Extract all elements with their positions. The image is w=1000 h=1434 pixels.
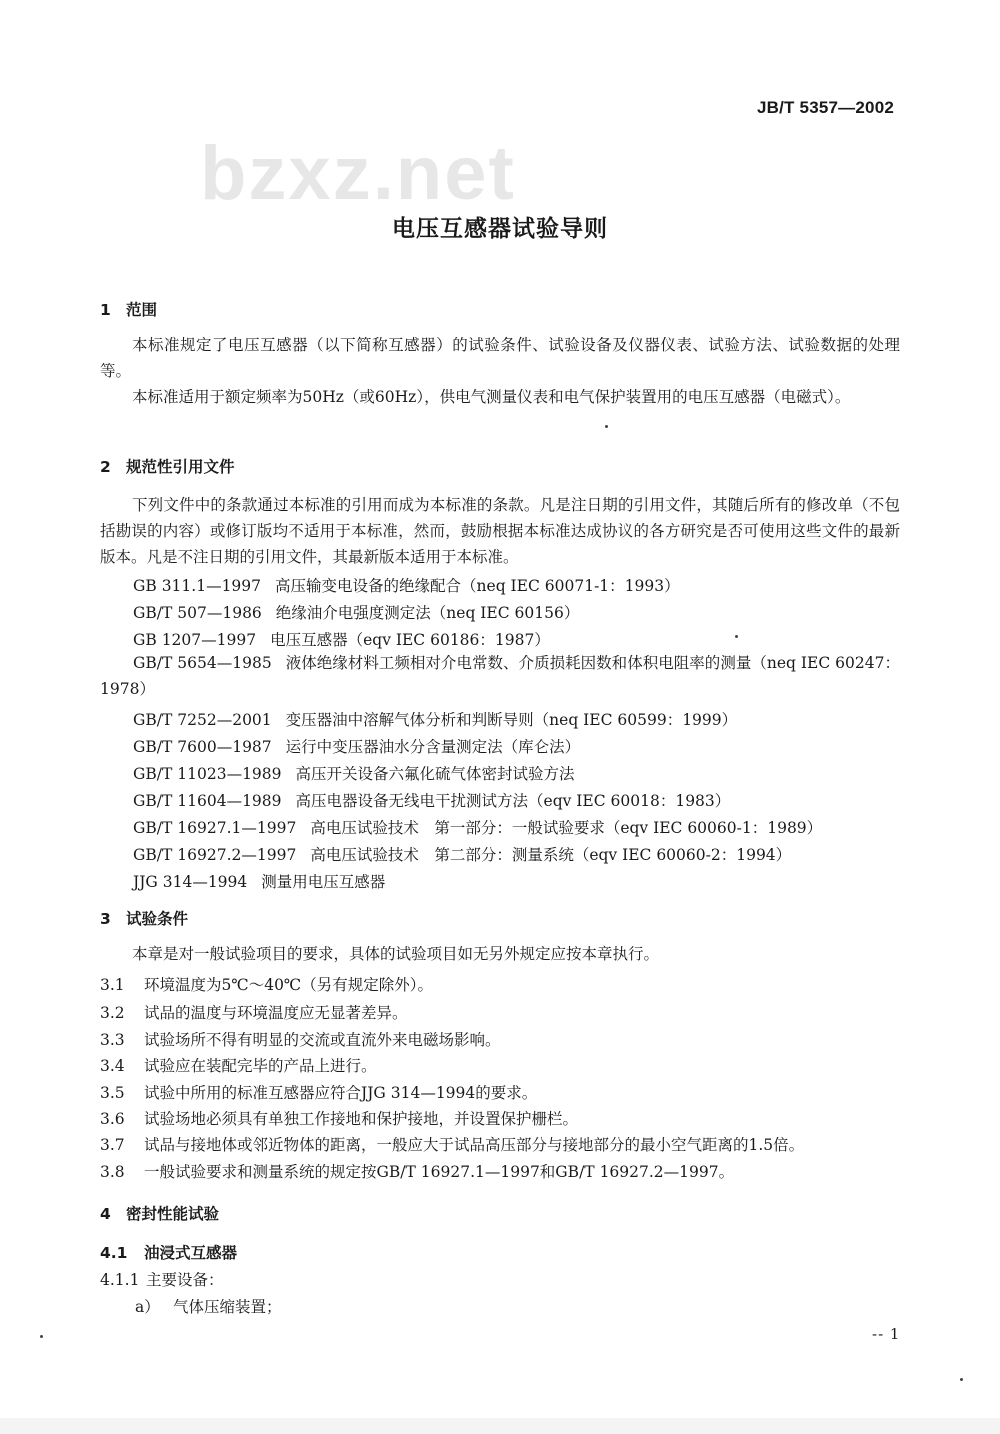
clause-number: 3.4 xyxy=(100,1057,125,1075)
clause-number: 3.8 xyxy=(100,1163,125,1181)
section-number: 2 xyxy=(100,458,111,476)
clause-text: 试品的温度与环境温度应无显著差异。 xyxy=(144,1004,408,1022)
subsection-title: 油浸式互感器 xyxy=(144,1244,238,1262)
clause-number: 3.3 xyxy=(100,1031,125,1049)
reference-title: 运行中变压器油水分含量测定法（库仑法） xyxy=(285,738,581,756)
section-heading-1 xyxy=(100,298,157,320)
reference-code: GB/T 11604—1989 xyxy=(133,792,282,810)
section-heading-2 xyxy=(100,455,235,477)
reference-code: GB 1207—1997 xyxy=(133,631,257,649)
reference-item xyxy=(133,601,579,623)
clause-text: 试品与接地体或邻近物体的距离，一般应大于试品高压部分与接地部分的最小空气距离的1.5倍。 xyxy=(144,1136,805,1154)
paragraph-conditions-intro: 本章是对一般试验项目的要求，具体的试验项目如无另外规定应按本章执行。 xyxy=(132,945,660,963)
reference-code: GB/T 5654—1985 xyxy=(133,654,272,672)
reference-title: 液体绝缘材料工频相对介电常数、介质损耗因数和体积电阻率的测量（neq IEC 60247：1978） xyxy=(100,654,901,698)
subsection-heading-4-1 xyxy=(100,1241,237,1263)
scan-speck xyxy=(735,635,738,638)
page-number: -- 1 xyxy=(872,1325,901,1343)
clause-item xyxy=(100,1028,501,1050)
reference-title: 测量用电压互感器 xyxy=(261,873,386,891)
reference-item xyxy=(133,789,730,811)
section-number: 4 xyxy=(100,1205,111,1223)
clause-number: 3.6 xyxy=(100,1110,125,1128)
clause-item xyxy=(100,973,433,995)
reference-code: GB/T 16927.1—1997 xyxy=(133,819,297,837)
section-number: 1 xyxy=(100,301,111,319)
section-title: 试验条件 xyxy=(126,910,189,928)
reference-code: GB/T 7252—2001 xyxy=(133,711,272,729)
document-title: 电压互感器试验导则 xyxy=(392,216,608,242)
list-item-marker: a） xyxy=(135,1298,160,1316)
section-title: 规范性引用文件 xyxy=(126,458,235,476)
scan-speck xyxy=(40,1335,43,1338)
clause-item xyxy=(100,1001,408,1023)
reference-code: GB/T 16927.2—1997 xyxy=(133,846,297,864)
section-title: 密封性能试验 xyxy=(126,1205,220,1223)
reference-item xyxy=(133,843,791,865)
reference-item xyxy=(100,650,900,702)
reference-item xyxy=(133,708,737,730)
section-number: 3 xyxy=(100,910,111,928)
subclause-number: 4.1.1 xyxy=(100,1271,140,1289)
clause-text: 试验场地必须具有单独工作接地和保护接地，并设置保护栅栏。 xyxy=(144,1110,579,1128)
scan-edge xyxy=(0,1418,1000,1434)
clause-text: 试验应在装配完毕的产品上进行。 xyxy=(144,1057,377,1075)
reference-item xyxy=(133,816,822,838)
section-heading-4 xyxy=(100,1202,219,1224)
paragraph-scope-1: 本标准规定了电压互感器（以下简称互感器）的试验条件、试验设备及仪器仪表、试验方法、试验数据的处理等。 xyxy=(100,336,900,380)
reference-item xyxy=(133,735,580,757)
scan-speck xyxy=(960,1378,963,1381)
clause-number: 3.5 xyxy=(100,1084,125,1102)
clause-item xyxy=(100,1107,578,1129)
scan-speck xyxy=(605,425,608,428)
clause-text: 一般试验要求和测量系统的规定按GB/T 16927.1—1997和GB/T 16927.2—1997。 xyxy=(144,1163,735,1181)
reference-title: 高电压试验技术 第一部分：一般试验要求（eqv IEC 60060-1：1989） xyxy=(310,819,823,837)
clause-item xyxy=(100,1081,537,1103)
reference-title: 绝缘油介电强度测定法（neq IEC 60156） xyxy=(275,604,580,622)
clause-text: 环境温度为5℃～40℃（另有规定除外）。 xyxy=(144,976,434,994)
reference-item xyxy=(133,628,550,650)
reference-title: 高压开关设备六氟化硫气体密封试验方法 xyxy=(295,765,575,783)
list-item xyxy=(135,1295,282,1317)
clause-number: 3.1 xyxy=(100,976,125,994)
reference-code: GB/T 11023—1989 xyxy=(133,765,282,783)
subsection-number: 4.1 xyxy=(100,1244,128,1262)
reference-title: 高电压试验技术 第二部分：测量系统（eqv IEC 60060-2：1994） xyxy=(310,846,792,864)
subclause-text: 主要设备： xyxy=(146,1271,224,1289)
reference-code: GB/T 7600—1987 xyxy=(133,738,272,756)
list-item-text: 气体压缩装置； xyxy=(173,1298,282,1316)
clause-number: 3.2 xyxy=(100,1004,125,1022)
reference-title: 电压互感器（eqv IEC 60186：1987） xyxy=(270,631,550,649)
clause-text: 试验场所不得有明显的交流或直流外来电磁场影响。 xyxy=(144,1031,501,1049)
reference-item xyxy=(133,762,575,784)
reference-title: 高压电器设备无线电干扰测试方法（eqv IEC 60018：1983） xyxy=(295,792,731,810)
clause-text: 试验中所用的标准互感器应符合JJG 314—1994的要求。 xyxy=(144,1084,538,1102)
paragraph-scope-2: 本标准适用于额定频率为50Hz（或60Hz），供电气测量仪表和电气保护装置用的电压互感器（电磁式）。 xyxy=(132,388,851,406)
section-title: 范围 xyxy=(126,301,158,319)
clause-number: 3.7 xyxy=(100,1136,125,1154)
paragraph-references-intro: 下列文件中的条款通过本标准的引用而成为本标准的条款。凡是注日期的引用文件，其随后所有的修改单（不包括勘误的内容）或修订版均不适用于本标准，然而，鼓励根据本标准达成协议的各方研究是否可使用这些文件的最新版本。凡是不注日期的引用文件，其最新版本适用于本标准。 xyxy=(100,496,900,566)
reference-item xyxy=(133,870,385,892)
clause-item xyxy=(100,1160,734,1182)
reference-title: 高压输变电设备的绝缘配合（neq IEC 60071-1：1993） xyxy=(275,577,680,595)
reference-item xyxy=(133,574,680,596)
reference-code: GB/T 507—1986 xyxy=(133,604,262,622)
standard-number: JB/T 5357—2002 xyxy=(757,98,894,117)
watermark: bzxz.net xyxy=(200,131,516,216)
subclause-4-1-1 xyxy=(100,1268,224,1290)
section-heading-3 xyxy=(100,907,188,929)
reference-code: GB 311.1—1997 xyxy=(133,577,262,595)
clause-item xyxy=(100,1133,804,1155)
reference-code: JJG 314—1994 xyxy=(133,873,248,891)
clause-item xyxy=(100,1054,377,1076)
reference-title: 变压器油中溶解气体分析和判断导则（neq IEC 60599：1999） xyxy=(285,711,738,729)
